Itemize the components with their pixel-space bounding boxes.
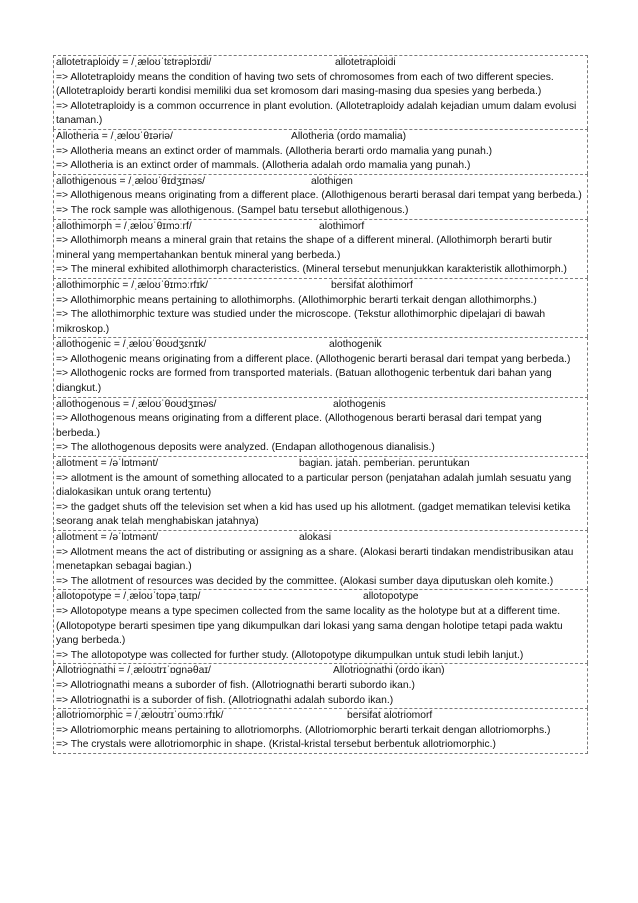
example-sentence: => The mineral exhibited allothimorph characteristics. (Mineral tersebut menunjukkan karakteristik allothimorph.) bbox=[56, 264, 567, 276]
dictionary-entry bbox=[53, 278, 588, 337]
example-sentence: => The rock sample was allothigenous. (Sampel batu tersebut allothigenous.) bbox=[56, 204, 409, 216]
entry-header bbox=[56, 398, 585, 413]
entry-header bbox=[56, 130, 585, 145]
entry-term: allotment = /əˈlɒtmənt/ bbox=[56, 532, 159, 543]
entry-translation: Allotriognathi (ordo ikan) bbox=[333, 665, 445, 677]
example-sentence: => Allothogenous means originating from a different place. (Allothogenous berarti berasal dari tempat yang berbeda.) bbox=[56, 413, 542, 439]
entry-header bbox=[56, 709, 585, 724]
entry-term: allotriomorphic = /ˌæloʊtrɪˈoʊmɔːrfɪk/ bbox=[56, 710, 224, 722]
entry-header bbox=[56, 664, 585, 679]
example-sentence: => Allotriognathi means a suborder of fish. (Allotriognathi berarti subordo ikan.) bbox=[56, 679, 415, 691]
example-sentence: => Allotheria is an extinct order of mammals. (Allotheria adalah ordo mamalia yang punah.) bbox=[56, 160, 471, 172]
entry-translation: allotetraploidi bbox=[335, 57, 396, 68]
entry-term: allotetraploidy = /ˌæloʊˈtɛtrəplɔɪdi/ bbox=[56, 57, 212, 68]
example-sentence: => the gadget shuts off the television set when a kid has used up his allotment. (gadget mematikan televisi ketika seorang anak telah menghabiskan jatahnya) bbox=[56, 501, 571, 528]
example-sentence: => The allotopotype was collected for further study. (Allotopotype dikumpulkan untuk studi lebih lanjut.) bbox=[56, 649, 524, 661]
example-sentence: => Allothigenous means originating from a different place. (Allothigenous berarti berasal dari tempat yang berbeda.) bbox=[56, 190, 582, 202]
entry-translation: alothimorf bbox=[319, 220, 365, 232]
entry-term: allotment = /əˈlɒtmənt/ bbox=[56, 458, 159, 470]
entry-term: allothimorph = /ˌæloʊˈθɪmɔːrf/ bbox=[56, 220, 192, 232]
entry-term: allothogenic = /ˌæloʊˈθoʊdʒɛnɪk/ bbox=[56, 339, 207, 351]
dictionary-entry bbox=[53, 530, 588, 589]
example-sentence: => Allotopotype means a type specimen collected from the same locality as the holotype but at a different time. (Allotopotype berarti spesimen tipe yang dikumpulkan dari lokasi yang sama dengan holotipe tetapi pada waktu yang berbeda.) bbox=[56, 605, 563, 647]
entry-header bbox=[56, 590, 585, 605]
example-sentence: => The allotment of resources was decided by the committee. (Alokasi sumber daya diputuskan oleh komite.) bbox=[56, 575, 554, 587]
dictionary-entry bbox=[53, 129, 588, 174]
dictionary-entry bbox=[53, 708, 588, 754]
entry-translation: alokasi bbox=[299, 532, 332, 543]
example-sentence: => Allothimorphic means pertaining to allothimorphs. (Allothimorphic berarti terkait dengan allothimorphs.) bbox=[56, 294, 537, 306]
entry-translation: Allotheria (ordo mamalia) bbox=[291, 130, 407, 142]
example-sentence: => Allothimorph means a mineral grain that retains the shape of a different mineral. (Allothimorph berarti butir mineral yang mempertahankan bentuk mineral yang berbeda.) bbox=[56, 235, 553, 261]
entry-translation: bersifat alotriomorf bbox=[347, 710, 433, 722]
entry-term: allothigenous = /ˌæloʊˈθɪdʒɪnəs/ bbox=[56, 175, 206, 187]
example-sentence: => The allothogenous deposits were analyzed. (Endapan allothogenous dianalisis.) bbox=[56, 442, 435, 454]
entry-header bbox=[56, 531, 585, 546]
entry-translation: alothigen bbox=[311, 175, 353, 187]
example-sentence: => Allotriomorphic means pertaining to allotriomorphs. (Allotriomorphic berarti terkait dengan allotriomorphs.) bbox=[56, 724, 551, 736]
entry-header bbox=[56, 220, 585, 235]
dictionary-entry bbox=[53, 397, 588, 456]
example-sentence: => Allothogenic means originating from a different place. (Allothogenic berarti berasal dari tempat yang berbeda.) bbox=[56, 353, 571, 365]
entry-header bbox=[56, 175, 585, 190]
entry-term: allotopotype = /ˌæloʊˈtopəˌtaɪp/ bbox=[56, 591, 201, 603]
entry-header bbox=[56, 279, 585, 294]
entry-translation: allotopotype bbox=[363, 591, 419, 603]
example-sentence: => Allotetraploidy means the condition of having two sets of chromosomes from each of two different species. (Allotetraploidy berarti kondisi memiliki dua set kromosom dari masing-masing dua spesies yang berbeda.) bbox=[56, 71, 554, 98]
entry-term: Allotheria = /ˌæloʊˈθɪəriə/ bbox=[56, 130, 173, 142]
entry-header bbox=[56, 56, 585, 71]
dictionary-entry bbox=[53, 174, 588, 219]
entry-header bbox=[56, 457, 585, 472]
entry-translation: alothogenis bbox=[333, 398, 386, 410]
entry-term: allothimorphic = /ˌæloʊˈθɪmɔːrfɪk/ bbox=[56, 279, 208, 291]
dictionary-entry bbox=[53, 663, 588, 708]
dictionary-entry bbox=[53, 55, 588, 129]
entry-term: Allotriognathi = /ˌæloʊtrɪˈɒgnəθaɪ/ bbox=[56, 665, 211, 677]
example-sentence: => Allotetraploidy is a common occurrence in plant evolution. (Allotetraploidy adalah kejadian umum dalam evolusi tanaman.) bbox=[56, 100, 577, 127]
dictionary-entry bbox=[53, 456, 588, 530]
example-sentence: => The allothimorphic texture was studied under the microscope. (Tekstur allothimorphic dipelajari di bawah mikroskop.) bbox=[56, 309, 546, 335]
entry-term: allothogenous = /ˌæloʊˈθoʊdʒɪnəs/ bbox=[56, 398, 217, 410]
example-sentence: => The crystals were allotriomorphic in shape. (Kristal-kristal tersebut berbentuk allotriomorphic.) bbox=[56, 739, 496, 751]
entry-translation: bagian. jatah. pemberian. peruntukan bbox=[299, 458, 470, 470]
entry-translation: alothogenik bbox=[329, 339, 382, 351]
entry-translation: bersifat alothimorf bbox=[331, 279, 413, 291]
dictionary-entry bbox=[53, 219, 588, 278]
dictionary-entry bbox=[53, 589, 588, 663]
example-sentence: => Allotriognathi is a suborder of fish. (Allotriognathi adalah subordo ikan.) bbox=[56, 694, 394, 706]
example-sentence: => Allothogenic rocks are formed from transported materials. (Batuan allothogenic terbentuk dari bahan yang diangkut.) bbox=[56, 368, 552, 395]
dictionary-entry bbox=[53, 337, 588, 396]
dictionary-page bbox=[53, 55, 588, 754]
example-sentence: => Allotheria means an extinct order of mammals. (Allotheria berarti ordo mamalia yang punah.) bbox=[56, 145, 493, 157]
example-sentence: => Allotment means the act of distributing or assigning as a share. (Alokasi berarti tindakan mendistribusikan atau menetapkan sebagai bagian.) bbox=[56, 546, 574, 573]
entry-header bbox=[56, 338, 585, 353]
example-sentence: => allotment is the amount of something allocated to a particular person (penjatahan adalah jumlah sesuatu yang dialokasikan untuk orang tertentu) bbox=[56, 472, 572, 499]
